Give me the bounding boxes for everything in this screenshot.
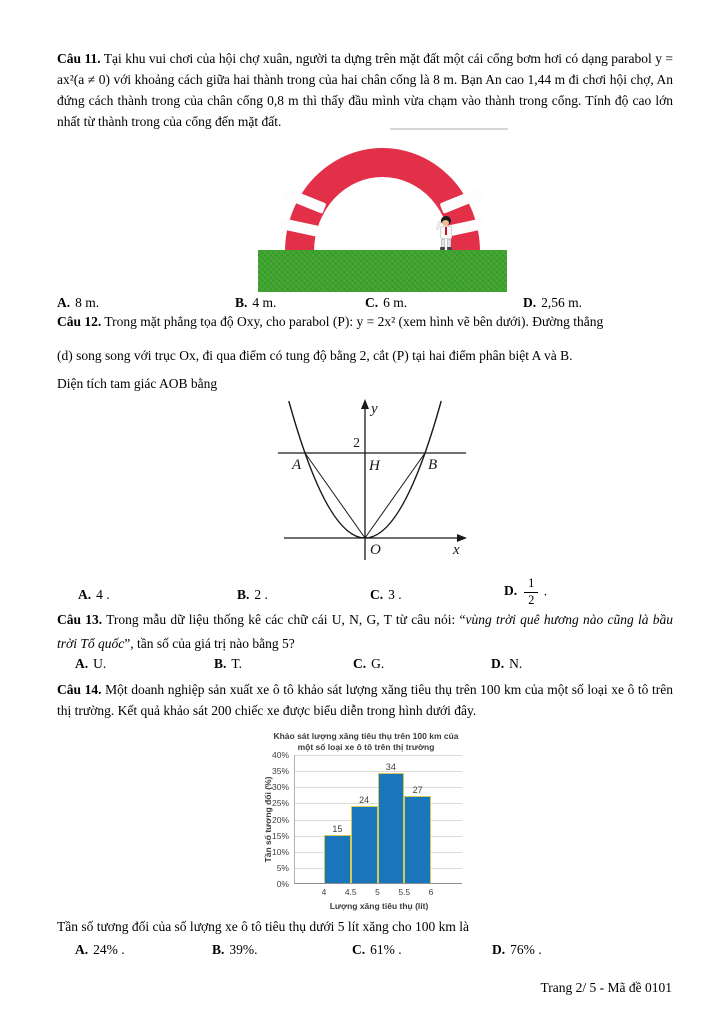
faint-underline-artifact [390, 128, 508, 130]
q12-option-c [370, 587, 402, 603]
gridline [295, 771, 462, 772]
q13-text-pre: Trong mẫu dữ liệu thống kê các chữ cái U, N, G, T từ câu nói: “ [106, 612, 466, 627]
q11-text-post: với khoảng cách giữa hai thành trong của hai chân cổng là 8 m. Bạn An cao 1,44 m đi chơi hội chợ, An đứng cách thành trong của chân cổng 0,8 m thì thấy đầu mình vừa chạm vào thành trong cổng. Tính độ cao lớn nhất từ thành trong của cổng đến mặt đất. [57, 72, 673, 129]
y-tick-label: 40% [271, 750, 289, 760]
q13-option-d [491, 656, 522, 672]
q11-option-d [523, 295, 582, 311]
person-tie [445, 227, 447, 235]
option-letter: B. [212, 942, 225, 957]
q13-option-c [353, 656, 384, 672]
fraction-one-half [524, 577, 538, 608]
y-tick-label: 15% [271, 830, 289, 841]
person-figure [437, 216, 455, 252]
fraction-denominator: 2 [528, 592, 535, 607]
option-letter: A. [75, 656, 89, 671]
question-14-label: Câu 14. [57, 682, 102, 697]
y-tick-label: 10% [271, 846, 289, 857]
point-a-label: A [292, 457, 302, 473]
option-text: 4 m. [252, 295, 277, 310]
question-12-label: Câu 12. [57, 314, 102, 329]
option-text: 24% . [93, 942, 125, 957]
x-tick-label: 5.5 [398, 887, 411, 897]
q13-option-b [214, 656, 242, 672]
histogram-bar [351, 806, 378, 883]
option-text: 2,56 m. [541, 295, 583, 310]
origin-label: O [370, 542, 381, 558]
option-text: 76% . [510, 942, 542, 957]
point-b-label: B [428, 457, 438, 473]
option-text: T. [231, 656, 243, 671]
q14-option-a [75, 942, 125, 958]
fuel-chart-plot [263, 750, 462, 911]
option-letter: D. [491, 656, 505, 671]
option-text: G. [371, 656, 385, 671]
gridline [295, 755, 462, 756]
q14-answers [57, 942, 697, 964]
point-h-label: H [369, 458, 380, 474]
q13-quote-italic: vùng trời quê hương nào cũng là bầu trời Tổ quốc [57, 612, 673, 651]
option-letter: C. [365, 295, 379, 310]
bar-value-label: 24 [359, 794, 370, 805]
bar-value-label: 34 [385, 762, 396, 773]
option-text: 3 . [388, 587, 402, 602]
question-14-text [57, 679, 673, 721]
person-shoe [447, 247, 452, 250]
question-12-line2: (d) song song với trục Ox, đi qua điểm có tung độ bằng 2, cắt (P) tại hai điểm phân biệt A và B. [57, 348, 573, 363]
y-axis-arrow [361, 399, 369, 409]
q14-text-body: Một doanh nghiệp sản xuất xe ô tô khảo sát lượng xăng tiêu thụ trên 100 km của một số loại xe ô tô trên thị trường. Kết quả khảo sát 200 chiếc xe được biểu diễn trong hình dưới đây. [57, 682, 674, 718]
question-12-line3: Diện tích tam giác AOB bằng [57, 376, 218, 391]
fraction-numerator: 1 [524, 577, 538, 593]
q14-option-d [492, 942, 542, 958]
q13-text-post: ”, tần số của giá trị nào bằng 5? [124, 636, 295, 651]
x-tick-label: 4.5 [344, 887, 357, 897]
y-tick-label: 30% [271, 782, 289, 793]
option-letter: C. [352, 942, 366, 957]
option-text: 6 m. [383, 295, 408, 310]
grass-ground [258, 250, 507, 292]
option-letter: A. [57, 295, 71, 310]
option-letter: A. [78, 587, 92, 602]
fuel-consumption-chart [258, 731, 474, 917]
q14-option-c [352, 942, 402, 958]
x-tick-label: 5 [375, 887, 380, 897]
chart-title-line2: một số loại xe ô tô trên thị trường [297, 742, 435, 752]
x-tick-label: 4 [321, 887, 327, 897]
option-text: 2 . [254, 587, 268, 602]
q11-figure-arch [252, 140, 512, 298]
option-letter: B. [237, 587, 250, 602]
x-axis-label: x [453, 542, 460, 558]
option-letter: D. [523, 295, 537, 310]
question-12-line1 [57, 314, 697, 330]
q14-closing-line: Tần số tương đối của số lượng xe ô tô tiêu thụ dưới 5 lít xăng cho 100 km là [57, 919, 469, 934]
bar-value-label: 15 [332, 823, 343, 834]
chart-y-axis-label: Tần số tương đối (%) [263, 776, 273, 863]
bar-value-label: 27 [412, 784, 423, 795]
option-letter: D. [492, 942, 506, 957]
q12-text-pre: Trong mặt phẳng tọa độ Oxy, cho parabol (P): [104, 314, 357, 329]
option-text: 39%. [229, 942, 258, 957]
q11-option-a [57, 295, 99, 311]
question-13-text [57, 608, 673, 656]
option-letter: C. [370, 587, 384, 602]
q14-option-b [212, 942, 258, 958]
question-11-label: Câu 11. [57, 51, 101, 66]
option-text: N. [509, 656, 523, 671]
option-text: U. [93, 656, 107, 671]
option-letter: B. [235, 295, 248, 310]
chord-oa [305, 453, 365, 538]
person-shoe [440, 247, 445, 250]
y-tick-label: 20% [271, 814, 289, 825]
y-tick-label: 35% [271, 766, 289, 777]
option-letter: C. [353, 656, 367, 671]
question-13-label: Câu 13. [57, 612, 103, 627]
histogram-bar [378, 773, 405, 883]
x-tick-label: 6 [428, 887, 434, 897]
q12-option-a [78, 587, 110, 603]
q12-option-d [504, 577, 547, 608]
chart-title [258, 731, 474, 753]
q11-option-b [235, 295, 276, 311]
q13-option-a [75, 656, 106, 672]
y-axis-label: y [371, 401, 378, 417]
option-text: 4 . [96, 587, 110, 602]
chart-title-line1: Khảo sát lượng xăng tiêu thụ trên 100 km của [273, 731, 459, 741]
option-text: 61% . [370, 942, 402, 957]
q12-formula: y = 2x² [356, 314, 396, 329]
parabola-graph [270, 396, 470, 564]
chart-x-axis-label: Lượng xăng tiêu thụ (lít) [329, 901, 429, 911]
q12-text-post: (xem hình vẽ bên dưới). Đường thẳng [395, 314, 604, 329]
q13-answers [57, 656, 697, 678]
y-tick-label: 25% [271, 798, 289, 809]
q12-option-b [237, 587, 268, 603]
histogram-bar [404, 796, 431, 883]
histogram-bar [324, 835, 351, 883]
tick-2-label: 2 [353, 435, 360, 450]
question-11-text [57, 48, 673, 132]
page-footer: Trang 2/ 5 - Mã đề 0101 [540, 980, 672, 995]
q11-formula: y = ax²(a ≠ 0) [57, 51, 673, 87]
option-letter: B. [214, 656, 227, 671]
option-letter: A. [75, 942, 89, 957]
option-letter: D. [504, 583, 518, 599]
q11-option-c [365, 295, 407, 311]
x-axis-arrow [457, 534, 467, 542]
option-text: . [540, 583, 548, 599]
y-tick-label: 0% [276, 879, 289, 889]
q11-text-pre: Tại khu vui chơi của hội chợ xuân, người ta dựng trên mặt đất một cái cổng bơm hơi có dạng parabol [103, 51, 656, 66]
option-text: 8 m. [75, 295, 100, 310]
y-tick-label: 5% [276, 862, 289, 873]
